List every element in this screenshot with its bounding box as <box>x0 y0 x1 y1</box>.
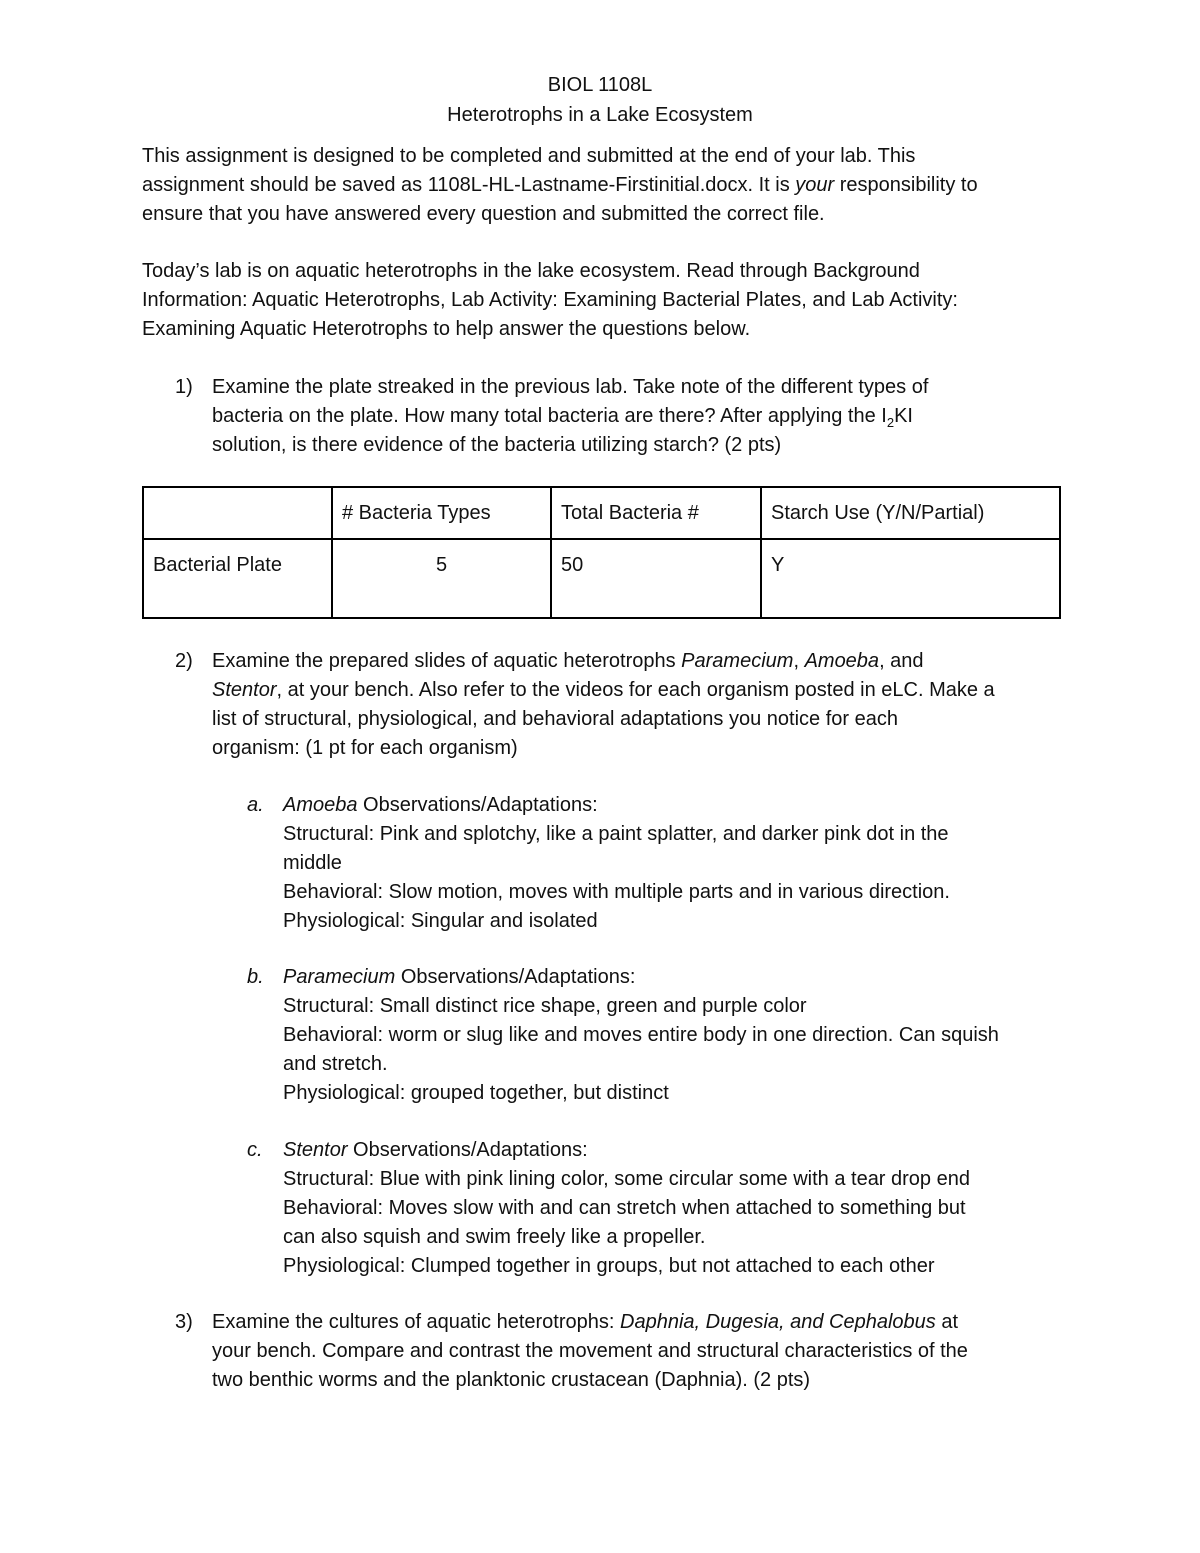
question-1-text: Examine the plate streaked in the previous lab. Take note of the different types of bacteria on the plate. How many total bacteria are there? After applying the $I_2KI$ solution, is there evidence of the bacteria utilizing starch? (2 pts) <box>212 376 929 456</box>
table-header-cell: Starch Use (Y/N/Partial) <box>761 487 1060 539</box>
table-header-cell: Total Bacteria # <box>551 487 761 539</box>
lab-intro-paragraph <box>142 257 1062 344</box>
bacteria-table <box>142 486 1061 619</box>
item-b-paramecium: Paramecium Observations/Adaptations: Structural: Small distinct rice shape, green and purple color Behavioral: worm or slug like and moves entire body in one direction. Can squish and stretch. Physiological: grouped together, but distinct <box>283 963 1073 1108</box>
table-cell: 50 <box>551 539 761 618</box>
observation-line: Structural: Pink and splotchy, like a paint splatter, and darker pink dot in the <box>283 823 949 845</box>
item-b-letter: b. <box>247 966 264 988</box>
intro-line: This assignment is designed to be completed and submitted at the end of your lab. This <box>142 145 916 167</box>
observation-line: middle <box>283 852 342 874</box>
table-header-row <box>143 487 1060 539</box>
observation-line: Structural: Blue with pink lining color, some circular some with a tear drop end <box>283 1168 970 1190</box>
question-2-text: Examine the prepared slides of aquatic heterotrophs Paramecium, Amoeba, and Stentor, at your bench. Also refer to the videos for each organism posted in eLC. Make a list of structural, physiological, and behavioral adaptations you notice for each organism: (1 pt for each organism) <box>212 650 995 759</box>
item-c-stentor: Stentor Observations/Adaptations: Structural: Blue with pink lining color, some circular some with a tear drop end Behavioral: Moves slow with and can stretch when attached to something but can also squish and swim freely like a propeller. Physiological: Clumped together in groups, but not attached to each other <box>283 1136 1073 1281</box>
question-3-text: Examine the cultures of aquatic heterotrophs: Daphnia, Dugesia, and Cephalobus at your bench. Compare and contrast the movement and structural characteristics of the two benthic worms and the planktonic crustacean (Daphnia). (2 pts) <box>212 1311 968 1391</box>
question-3-number: 3) <box>175 1311 193 1333</box>
lab-intro-line: Examining Aquatic Heterotrophs to help answer the questions below. <box>142 318 751 340</box>
item-a-amoeba: Amoeba Observations/Adaptations: Structural: Pink and splotchy, like a paint splatter, and darker pink dot in the middle Behavioral: Slow motion, moves with multiple parts and in various direction. Physiological: Singular and isolated <box>283 791 1073 936</box>
observation-line: Behavioral: Moves slow with and can stretch when attached to something but <box>283 1197 966 1219</box>
item-c-letter: c. <box>247 1139 263 1161</box>
question-1-number: 1) <box>175 376 193 398</box>
table-header-cell <box>143 487 332 539</box>
document-title: Heterotrophs in a Lake Ecosystem <box>447 104 753 126</box>
observation-line: Physiological: Singular and isolated <box>283 910 598 932</box>
observation-line: can also squish and swim freely like a propeller. <box>283 1226 706 1248</box>
intro-line: ensure that you have answered every question and submitted the correct file. <box>142 203 825 225</box>
observation-line: Behavioral: Slow motion, moves with multiple parts and in various direction. <box>283 881 950 903</box>
observation-line: and stretch. <box>283 1053 388 1075</box>
observation-line: Physiological: grouped together, but distinct <box>283 1082 669 1104</box>
lab-intro-line: Today’s lab is on aquatic heterotrophs in the lake ecosystem. Read through Background <box>142 260 920 282</box>
observation-line: Behavioral: worm or slug like and moves entire body in one direction. Can squish <box>283 1024 999 1046</box>
intro-line: assignment should be saved as 1108L-HL-Lastname-Firstinitial.docx. It is your responsibility to <box>142 174 978 196</box>
table-cell: Bacterial Plate <box>143 539 332 618</box>
question-2-number: 2) <box>175 650 193 672</box>
observation-line: Structural: Small distinct rice shape, green and purple color <box>283 995 807 1017</box>
table-header-cell: # Bacteria Types <box>332 487 551 539</box>
course-code: BIOL 1108L <box>547 74 653 96</box>
item-a-letter: a. <box>247 794 264 816</box>
intro-paragraph <box>142 142 1062 229</box>
table-cell: 5 <box>332 539 551 618</box>
table-row <box>143 539 1060 618</box>
table-cell: Y <box>761 539 1060 618</box>
observation-line: Physiological: Clumped together in groups, but not attached to each other <box>283 1255 935 1277</box>
lab-intro-line: Information: Aquatic Heterotrophs, Lab Activity: Examining Bacterial Plates, and Lab Activity: <box>142 289 958 311</box>
